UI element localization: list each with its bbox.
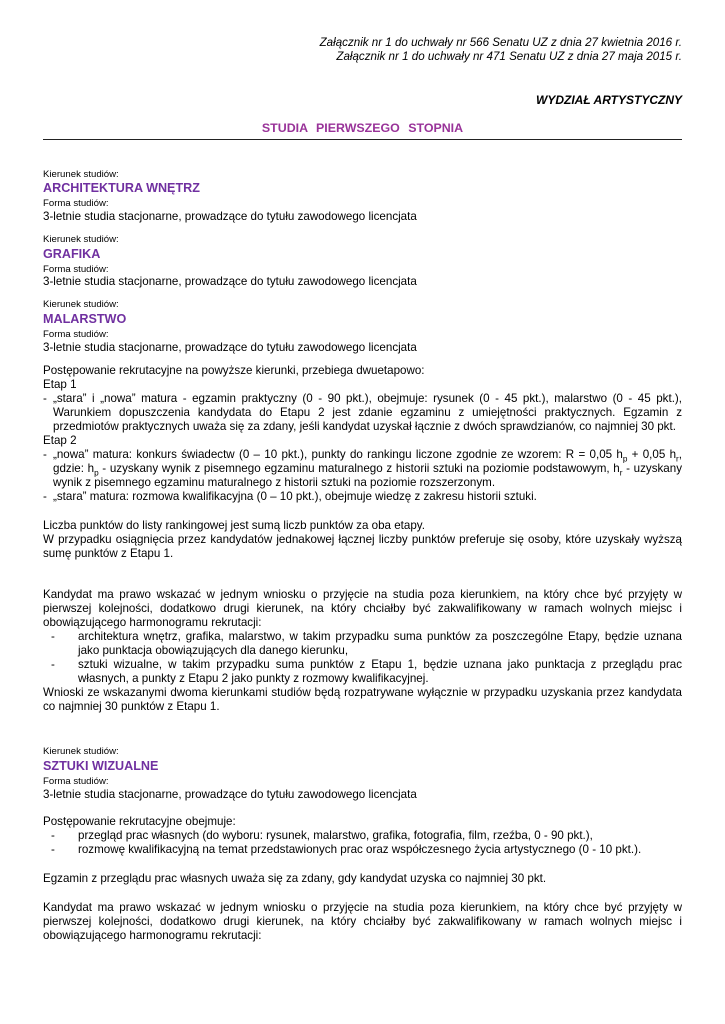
- dash-bullet: -: [51, 828, 55, 842]
- forma-label: Forma studiów:: [43, 776, 109, 788]
- second-choice-item-text: sztuki wizualne, w takim przypadku suma punktów z Etapu 1, będzie uznana jako punktacja z przeglądu prac własnych, a punkty z Etapu 2 jako punkty z rozmowy kwalifikacyjnej.: [78, 658, 682, 686]
- dash-bullet: -: [51, 630, 55, 644]
- faculty-name: WYDZIAŁ ARTYSTYCZNY: [536, 93, 682, 108]
- program-section-sztuki-wizualne: [43, 746, 682, 801]
- etap2-stara-text: „stara” matura: rozmowa kwalifikacyjna (0 – 10 pkt.), obejmuje wiedzę z zakresu historii sztuki.: [53, 490, 537, 503]
- second-choice-intro: Kandydat ma prawo wskazać w jednym wniosku o przyjęcie na studia poza kierunkiem, na który chce być przyjęty w pierwszej kolejności, dodatkowo drugi kierunek, na który chciałby być zakwalifikowany w ramach wolnych miejsc i obowiązującego harmonogramu rekrutacji:: [43, 588, 682, 630]
- program-name: GRAFIKA: [43, 246, 101, 261]
- program-name: SZTUKI WIZUALNE: [43, 758, 159, 773]
- formula-part: „nowa” matura: konkurs świadectw (0 – 10 pkt.), punkty do rankingu liczone zgodnie ze wzorem: R = 0,05 h: [53, 447, 623, 461]
- sw-recruitment-item-2: [43, 843, 682, 857]
- etap1-label: Etap 1: [43, 377, 77, 391]
- sw-recruitment-item-text: przegląd prac własnych (do wyboru: rysunek, malarstwo, grafika, fotografia, film, rzeźba, 0 - 90 pkt.),: [78, 828, 593, 842]
- forma-value: 3-letnie studia stacjonarne, prowadzące do tytułu zawodowego licencjata: [43, 209, 417, 223]
- formula-part: - uzyskany wynik z pisemnego egzaminu maturalnego z historii sztuki na poziomie rozszerzonym.: [53, 461, 682, 489]
- program-name: ARCHITEKTURA WNĘTRZ: [43, 181, 200, 196]
- dash-bullet: -: [43, 490, 47, 503]
- program-section-grafika: [43, 234, 682, 289]
- second-choice-item-2: [43, 658, 682, 686]
- formula-part: , gdzie: h: [53, 447, 683, 475]
- forma-label: Forma studiów:: [43, 329, 109, 341]
- ranking-rule-1: Liczba punktów do listy rankingowej jest sumą liczb punktów za oba etapy.: [43, 519, 425, 533]
- second-choice-item-text: architektura wnętrz, grafika, malarstwo, w takim przypadku suma punktów za poszczególne Etapy, będzie uznana jako punktacja obowiązujących dla danego kierunku,: [78, 630, 682, 658]
- etap2-stara-list-item: [43, 490, 682, 504]
- annex-line-1: Załącznik nr 1 do uchwały nr 566 Senatu UZ z dnia 27 kwietnia 2016 r.: [319, 36, 682, 49]
- formula-subscript: p: [94, 468, 99, 478]
- dash-bullet: -: [51, 842, 55, 856]
- recruitment-main-section: [43, 364, 682, 714]
- dash-bullet: -: [43, 391, 47, 405]
- forma-label: Forma studiów:: [43, 263, 109, 275]
- formula-subscript: r: [676, 454, 679, 464]
- etap1-item-text: „stara” i „nowa” matura - egzamin praktyczny (0 - 90 pkt.), obejmuje: rysunek (0 - 45 pkt.), malarstwo (0 - 45 pkt.), Warunkiem dopuszczenia kandydata do Etapu 2 jest zdanie egzaminu z umiejętności praktycznych. Egzamin z przedmiotów praktycznych uważa się za zdany, jeśli kandydat uzyskał łącznie z dwóch sprawdzianów, co najmniej 30 pkt.: [53, 391, 682, 433]
- document-header: [43, 36, 682, 140]
- program-section-architektura-wnetrz: [43, 169, 682, 224]
- etap2-nowa-list-item: [43, 448, 682, 490]
- formula-part: + 0,05 h: [627, 447, 677, 461]
- document-title: STUDIA PIERWSZEGO STOPNIA: [261, 120, 464, 135]
- recruitment-sztuki-wizualne-section: [43, 815, 682, 943]
- kierunek-label: Kierunek studiów:: [43, 168, 119, 180]
- forma-value: 3-letnie studia stacjonarne, prowadzące do tytułu zawodowego licencjata: [43, 275, 417, 289]
- dash-bullet: -: [51, 658, 55, 672]
- formula-subscript: p: [622, 454, 628, 464]
- recruitment-intro: Postępowanie rekrutacyjne na powyższe kierunki, przebiega dwuetapowo:: [43, 363, 425, 377]
- forma-value: 3-letnie studia stacjonarne, prowadzące do tytułu zawodowego licencjata: [43, 340, 417, 354]
- forma-value: 3-letnie studia stacjonarne, prowadzące do tytułu zawodowego licencjata: [43, 787, 417, 801]
- annex-line-2: Załącznik nr 1 do uchwały nr 471 Senatu UZ z dnia 27 maja 2015 r.: [336, 50, 682, 64]
- forma-label: Forma studiów:: [43, 198, 109, 210]
- kierunek-label: Kierunek studiów:: [43, 746, 119, 758]
- etap2-label: Etap 2: [43, 433, 77, 447]
- formula-part: - uzyskany wynik z pisemnego egzaminu maturalnego z historii sztuki na poziomie podstawowym, h: [98, 461, 620, 475]
- program-name: MALARSTWO: [43, 312, 127, 327]
- sw-recruitment-item-1: [43, 829, 682, 843]
- sw-recruitment-item-text: rozmowę kwalifikacyjną na temat przedstawionych prac oraz współczesnego życia artystycznego (0 - 10 pkt.).: [78, 842, 642, 856]
- dash-bullet: -: [43, 447, 47, 461]
- second-choice-note: Wnioski ze wskazanymi dwoma kierunkami studiów będą rozpatrywane wyłącznie w przypadku uzyskania przez kandydata co najmniej 30 punktów z Etapu 1.: [43, 686, 682, 714]
- sw-recruitment-intro: Postępowanie rekrutacyjne obejmuje:: [43, 814, 236, 828]
- sw-second-choice-intro: Kandydat ma prawo wskazać w jednym wniosku o przyjęcie na studia poza kierunkiem, na który chce być przyjęty w pierwszej kolejności, dodatkowo drugi kierunek, na który chciałby być zakwalifikowany w ramach wolnych miejsc i obowiązującego harmonogramu rekrutacji:: [43, 900, 682, 942]
- title-rule: [43, 139, 682, 140]
- etap2-nowa-text: [53, 448, 682, 490]
- sw-exam-note: Egzamin z przeglądu prac własnych uważa się za zdany, gdy kandydat uzyska co najmniej 30 pkt.: [43, 871, 547, 885]
- etap1-list-item: [43, 392, 682, 434]
- ranking-rule-2: W przypadku osiągnięcia przez kandydatów jednakowej łącznej liczby punktów preferuje się osoby, które uzyskały wyższą sumę punktów z Etapu 1.: [43, 533, 682, 561]
- kierunek-label: Kierunek studiów:: [43, 233, 119, 245]
- kierunek-label: Kierunek studiów:: [43, 299, 119, 311]
- formula-subscript: r: [619, 468, 623, 478]
- second-choice-item-1: [43, 630, 682, 658]
- program-section-malarstwo: [43, 299, 682, 354]
